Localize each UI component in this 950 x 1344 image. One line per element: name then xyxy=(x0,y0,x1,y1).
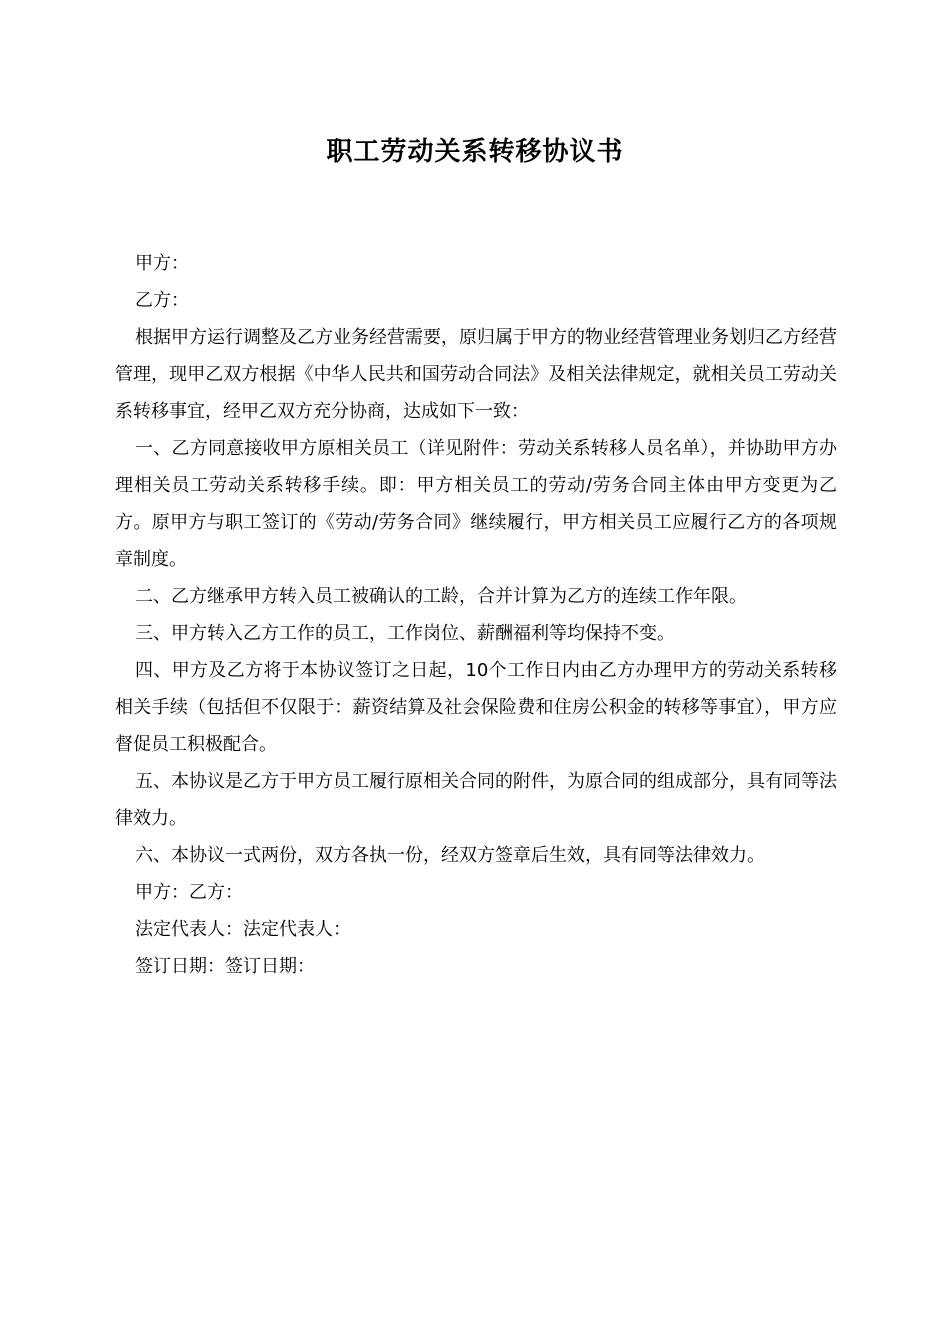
clause-1: 一、乙方同意接收甲方原相关员工（详见附件：劳动关系转移人员名单），并协助甲方办理相关员工劳动关系转移手续。即：甲方相关员工的劳动/劳务合同主体由甲方变更为乙方。原甲方与职工签订的《劳动/劳务合同》继续履行，甲方相关员工应履行乙方的各项规章制度。 xyxy=(115,438,837,570)
document-body xyxy=(115,245,837,985)
signature-representatives-line: 法定代表人：法定代表人： xyxy=(135,919,351,940)
document-title: 职工劳动关系转移协议书 xyxy=(326,137,624,167)
signature-dates-line: 签订日期：签订日期： xyxy=(135,956,315,977)
party-a-line: 甲方： xyxy=(135,253,189,274)
clause-2: 二、乙方继承甲方转入员工被确认的工龄，合并计算为乙方的连续工作年限。 xyxy=(135,586,747,607)
party-b-line: 乙方： xyxy=(135,290,189,311)
clause-4: 四、甲方及乙方将于本协议签订之日起，10个工作日内由乙方办理甲方的劳动关系转移相关手续（包括但不仅限于：薪资结算及社会保险费和住房公积金的转移等事宜），甲方应督促员工积极配合。 xyxy=(115,660,837,755)
signature-parties-line: 甲方：乙方： xyxy=(135,882,243,903)
preamble-paragraph: 根据甲方运行调整及乙方业务经营需要，原归属于甲方的物业经营管理业务划归乙方经营管理，现甲乙双方根据《中华人民共和国劳动合同法》及相关法律规定，就相关员工劳动关系转移事宜，经甲乙双方充分协商，达成如下一致： xyxy=(115,327,837,422)
clause-3: 三、甲方转入乙方工作的员工，工作岗位、薪酬福利等均保持不变。 xyxy=(135,623,675,644)
clause-6: 六、本协议一式两份，双方各执一份，经双方签章后生效，具有同等法律效力。 xyxy=(135,845,765,866)
clause-5: 五、本协议是乙方于甲方员工履行原相关合同的附件，为原合同的组成部分，具有同等法律效力。 xyxy=(115,771,837,829)
